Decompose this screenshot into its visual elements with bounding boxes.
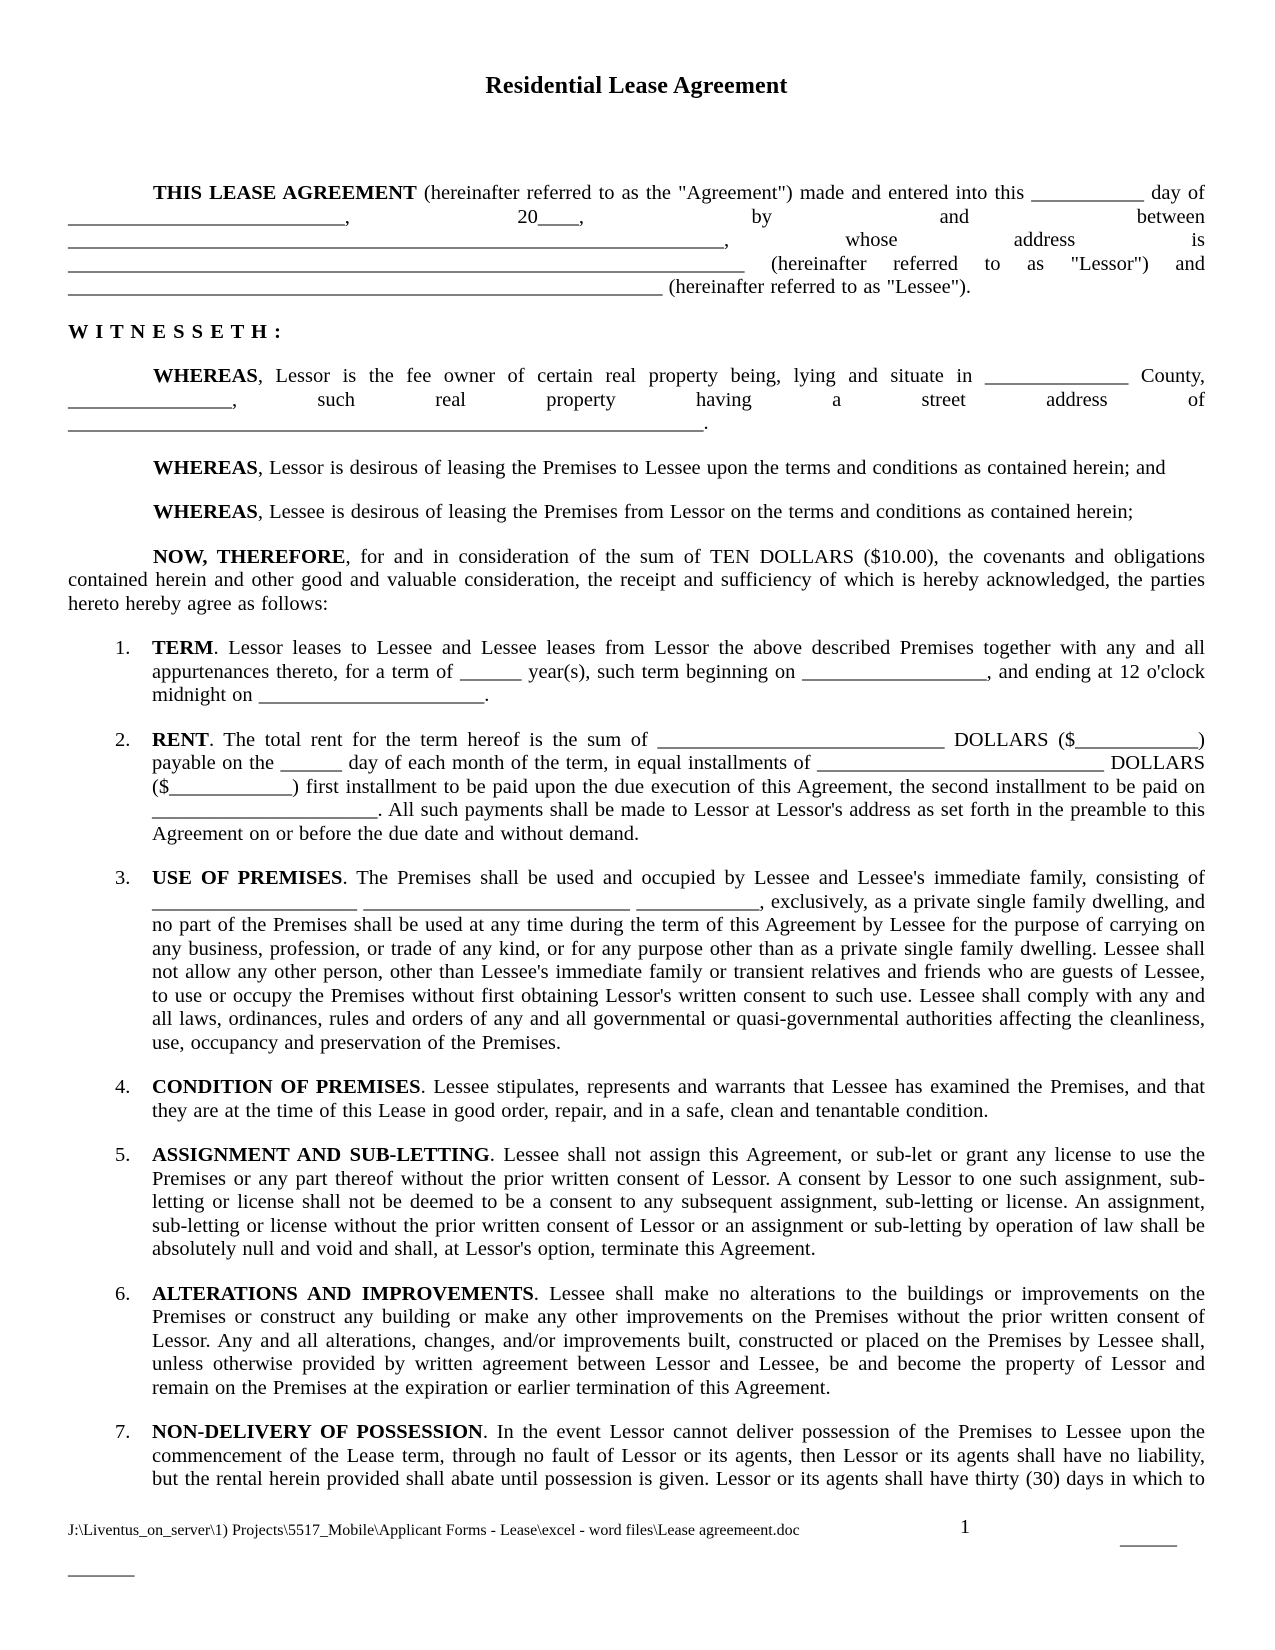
clause-title: ALTERATIONS AND IMPROVEMENTS bbox=[152, 1282, 534, 1305]
clause-number: 2. bbox=[115, 728, 131, 751]
clause-text: . Lessor leases to Lessee and Lessee leases from Lessor the above described Premises together with any and all appurtenances thereto, for a term of ______ year(s), such term beginning on __________________, and ending at 12 o'clock midnight on ______________________. bbox=[152, 637, 1205, 706]
clause-alterations-improvements bbox=[68, 1283, 1205, 1401]
clause-number: 6. bbox=[115, 1282, 131, 1305]
clause-number: 3. bbox=[115, 867, 131, 889]
clause-text: . In the event Lessor cannot deliver possession of the Premises to Lessee upon the commencement of the Lease term, through no fault of Lessor or its agents, then Lessor or its agents shall have no liability, but the rental herein provided shall abate until possession is given. Lessor or its agents shall have thirty (30) days in which to bbox=[152, 1421, 1205, 1490]
clause-number: 7. bbox=[115, 1421, 131, 1443]
recital-whereas-1 bbox=[68, 365, 1205, 436]
clause-title: USE OF PREMISES bbox=[152, 867, 343, 889]
clause-term bbox=[68, 637, 1205, 708]
recital-text: , Lessee is desirous of leasing the Premises from Lessor on the terms and conditions as contained herein; bbox=[257, 501, 1134, 523]
now-therefore-paragraph bbox=[68, 546, 1205, 617]
clause-text: . Lessee shall make no alterations to the buildings or improvements on the Premises or construct any building or make any other improvements on the Premises without the prior written consent of Lessor. Any and all alterations, changes, and/or improvements built, constructed or placed on the Premises by Lessee shall, unless otherwise provided by written agreement between Lessor and Lessee, be and become the property of Lessor and remain on the Premises at the expiration or earlier termination of this Agreement. bbox=[152, 1282, 1205, 1399]
clause-title: NON-DELIVERY OF POSSESSION bbox=[152, 1421, 483, 1443]
witnesseth-heading: W I T N E S S E T H : bbox=[68, 320, 282, 343]
clause-number: 5. bbox=[115, 1144, 131, 1166]
clause-text: . Lessee shall not assign this Agreement, or sub-let or grant any license to use the Premises or any part thereof without the prior written consent of Lessor. A consent by Lessor to one such assignment, sub-letting or license shall not be deemed to be a consent to any subsequent assignment, sub-letting or license. An assignment, sub-letting or license without the prior written consent of Lessor or an assignment or sub-letting by operation of law shall be absolutely null and void and shall, at Lessor's option, terminate this Agreement. bbox=[152, 1144, 1205, 1260]
clause-text: . The Premises shall be used and occupied by Lessee and Lessee's immediate family, consisting of ____________________ __________________________ ____________, exclusively, as a private single family dwelling, and no part of the Premises shall be used at any time during the term of this Agreement by Lessee for the purpose of carrying on any business, profession, or trade of any kind, or for any purpose other than as a private single family dwelling. Lessee shall not allow any other person, other than Lessee's immediate family or transient relatives and friends who are guests of Lessee, to use or occupy the Premises without first obtaining Lessor's written consent to such use. Lessee shall comply with any and all laws, ordinances, rules and orders of any and all governmental or quasi-governmental authorities affecting the cleanliness, use, occupancy and preservation of the Premises. bbox=[152, 867, 1206, 1054]
recital-text: , Lessor is the fee owner of certain real property being, lying and situate in ______________ County, ________________, such real property having a street address of ______________________________________________________________. bbox=[68, 365, 1205, 434]
recital-whereas-2 bbox=[68, 457, 1205, 481]
preamble-lead-in: THIS LEASE AGREEMENT bbox=[153, 182, 417, 204]
clause-rent bbox=[68, 729, 1205, 847]
clause-condition-of-premises bbox=[68, 1076, 1205, 1123]
recital-whereas-3 bbox=[68, 501, 1205, 525]
now-therefore-lead-in: NOW, THEREFORE bbox=[153, 545, 346, 568]
footer-file-path: J:\Liventus_on_server\1) Projects\5517_Mobile\Applicant Forms - Lease\excel - word files\Lease agreemeent.doc bbox=[68, 1522, 800, 1539]
now-therefore-text: , for and in consideration of the sum of TEN DOLLARS ($10.00), the covenants and obligations contained herein and other good and valuable consideration, the receipt and sufficiency of which is hereby acknowledged, the parties hereto hereby agree as follows: bbox=[68, 545, 1205, 615]
clause-use-of-premises bbox=[68, 867, 1205, 1055]
whereas-lead-in: WHEREAS bbox=[153, 365, 258, 387]
whereas-lead-in: WHEREAS bbox=[153, 456, 258, 479]
footer-blank-line-bottom-left: _______ bbox=[68, 1558, 135, 1579]
clause-text: . Lessee stipulates, represents and warrants that Lessee has examined the Premises, and that they are at the time of this Lease in good order, repair, and in a safe, clean and tenantable condition. bbox=[152, 1076, 1205, 1122]
clause-title: RENT bbox=[152, 728, 209, 751]
clause-title: TERM bbox=[152, 637, 214, 659]
footer-page-number: 1 bbox=[960, 1516, 970, 1538]
whereas-lead-in: WHEREAS bbox=[153, 501, 258, 523]
clause-text: . The total rent for the term hereof is the sum of ____________________________ DOLLARS ($____________) payable on the ______ day of each month of the term, in equal installments of ____________________________ DOLLARS ($____________) first installment to be paid upon the due execution of this Agreement, the second installment to be paid on ______________________. All such payments shall be made to Lessor at Lessor's address as set forth in the preamble to this Agreement on or before the due date and without demand. bbox=[152, 728, 1205, 845]
preamble-paragraph bbox=[68, 182, 1205, 300]
clause-title: ASSIGNMENT AND SUB-LETTING bbox=[152, 1144, 490, 1166]
document-title: Residential Lease Agreement bbox=[485, 73, 788, 99]
preamble-text: (hereinafter referred to as the "Agreement") made and entered into this ___________ day of ___________________________, 20____, by and between ________________________________________________________________, whose address is __________________________________________________________________ (hereinafter referred to as "Lessor") and __________________________________________________________ (hereinafter referred to as "Lessee"). bbox=[68, 182, 1205, 298]
clause-number: 4. bbox=[115, 1076, 131, 1098]
clause-title: CONDITION OF PREMISES bbox=[152, 1076, 421, 1098]
recital-text: , Lessor is desirous of leasing the Premises to Lessee upon the terms and conditions as contained herein; and bbox=[257, 456, 1166, 479]
footer-blank-line-right: ______ bbox=[1120, 1528, 1177, 1549]
clause-number: 1. bbox=[115, 637, 131, 659]
clause-non-delivery-of-possession bbox=[68, 1421, 1205, 1492]
clause-assignment-subletting bbox=[68, 1144, 1205, 1262]
